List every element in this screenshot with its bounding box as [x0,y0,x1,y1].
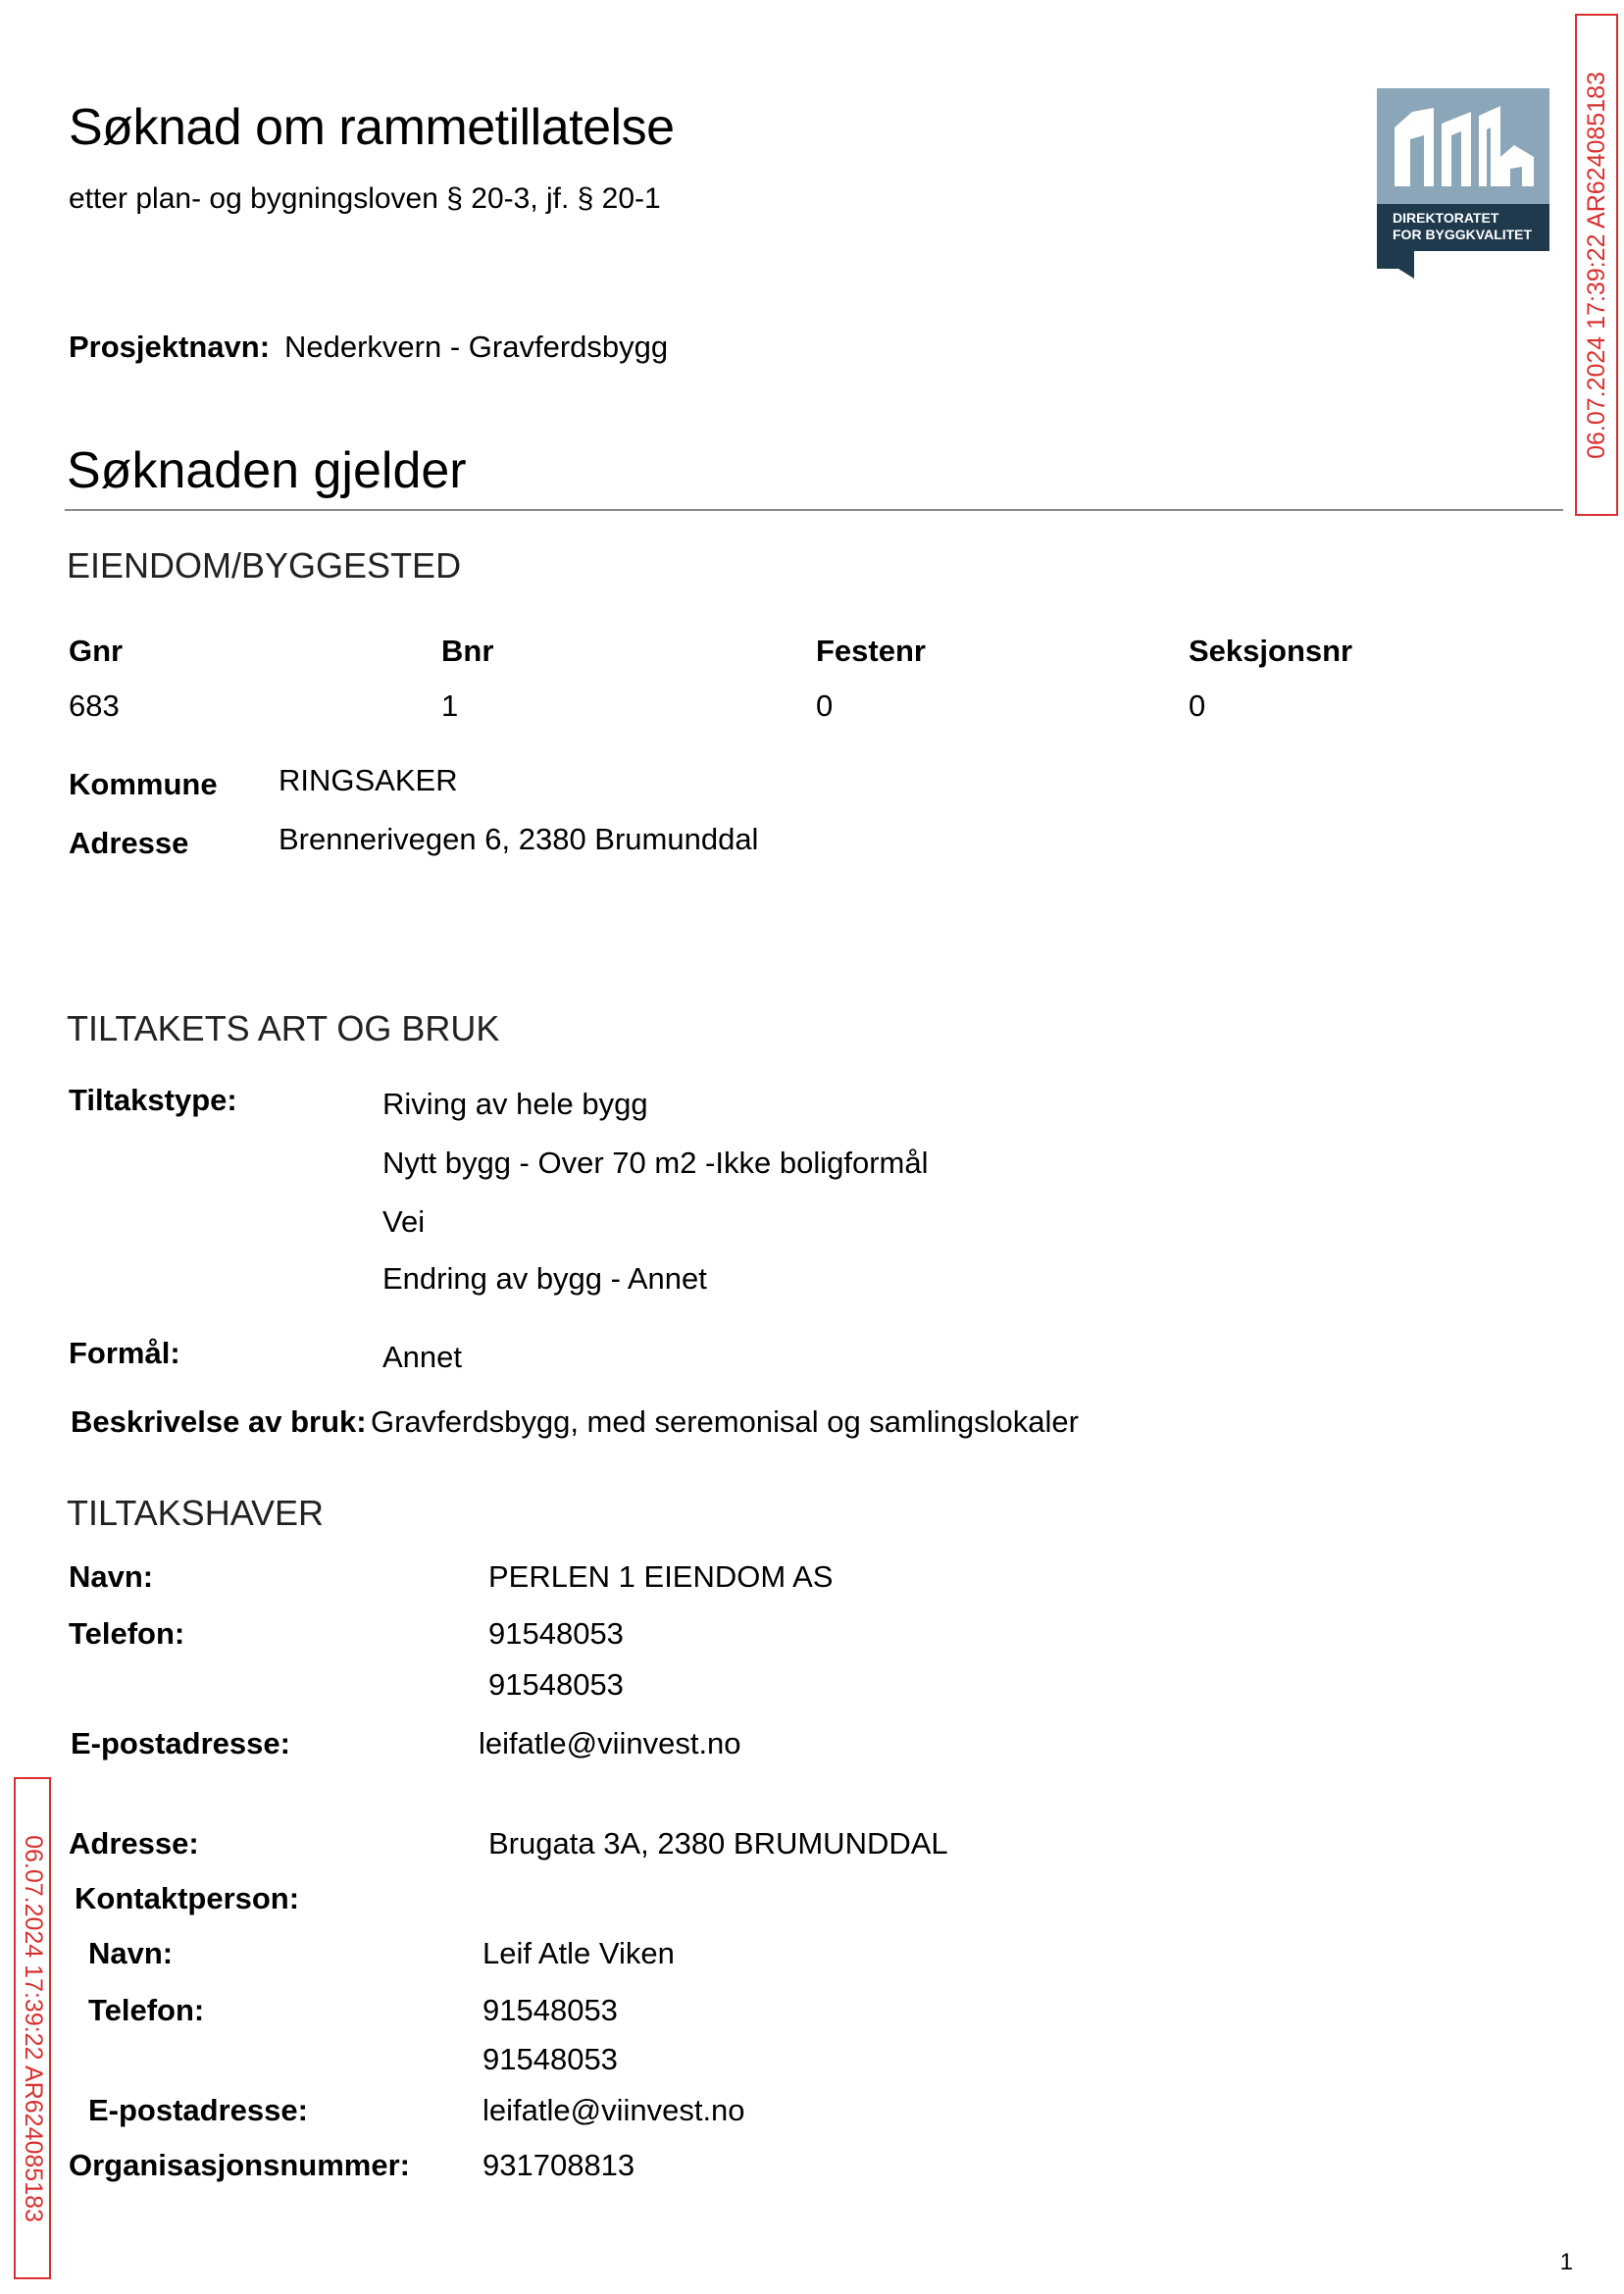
kontakt-navn-value: Leif Atle Viken [482,1936,675,1970]
navn-label: Navn: [69,1559,154,1594]
tiltakstype-item: Endring av bygg - Annet [382,1261,707,1296]
logo-text-line2: FOR BYGGKVALITET [1393,227,1533,242]
tiltakstype-item: Nytt bygg - Over 70 m2 -Ikke boligformål [382,1146,929,1180]
dibk-logo [1377,88,1549,279]
formal-value: Annet [382,1340,463,1374]
eiendom-heading: EIENDOM/BYGGESTED [67,545,462,586]
seksjonsnr-value: 0 [1189,688,1206,723]
adresse-label: Adresse [69,826,189,860]
section-title: Søknaden gjelder [67,442,467,499]
kontaktperson-label: Kontaktperson: [75,1881,300,1915]
document-title: Søknad om rammetillatelse [69,99,675,156]
telefon-label: Telefon: [69,1616,185,1651]
date-stamp-top [1575,14,1618,516]
project-label: Prosjektnavn: [69,330,271,364]
tiltakshaver-heading: TILTAKSHAVER [67,1493,325,1533]
th-adresse-label: Adresse: [69,1826,199,1861]
date-stamp-left [14,1777,51,2279]
project-value: Nederkvern - Gravferdsbygg [284,330,669,364]
tiltakstype-label: Tiltakstype: [69,1083,237,1117]
adresse-value: Brennerivegen 6, 2380 Brumunddal [279,822,759,856]
bruk-label: Beskrivelse av bruk: [71,1404,367,1439]
navn-value: PERLEN 1 EIENDOM AS [488,1559,834,1594]
formal-label: Formål: [69,1336,180,1370]
kommune-value: RINGSAKER [279,763,458,797]
tiltakstype-item: Riving av hele bygg [382,1087,648,1121]
epost-value: leifatle@viinvest.no [479,1726,741,1760]
bruk-value: Gravferdsbygg, med seremonisal og samlingslokaler [371,1404,1079,1439]
page-number: 1 [1559,2249,1573,2275]
tiltak-heading: TILTAKETS ART OG BRUK [67,1008,500,1048]
tiltakstype-item: Vei [382,1204,426,1239]
stamp-text: 06.07.2024 17:39:22 AR624085183 [19,1834,47,2222]
kontakt-telefon-value: 91548053 [482,2042,618,2076]
bnr-label: Bnr [441,634,494,668]
document-subtitle: etter plan- og bygningsloven § 20-3, jf. § 20-1 [69,182,661,215]
orgnr-value: 931708813 [482,2148,635,2182]
kontakt-epost-value: leifatle@viinvest.no [482,2093,745,2127]
seksjonsnr-label: Seksjonsnr [1189,634,1353,668]
orgnr-label: Organisasjonsnummer: [69,2148,410,2182]
telefon-value: 91548053 [488,1667,624,1702]
epost-label: E-postadresse: [71,1726,290,1760]
bnr-value: 1 [441,688,459,723]
gnr-label: Gnr [69,634,124,668]
logo-text-line1: DIREKTORATET [1393,210,1499,226]
festenr-value: 0 [816,688,834,723]
festenr-label: Festenr [816,634,926,668]
kontakt-telefon-label: Telefon: [88,1993,205,2027]
kontakt-telefon-value: 91548053 [482,1993,618,2027]
stamp-text: 06.07.2024 17:39:22 AR624085183 [1582,71,1610,459]
telefon-value: 91548053 [488,1616,624,1651]
kontakt-navn-label: Navn: [88,1936,174,1970]
kommune-label: Kommune [69,767,218,801]
th-adresse-value: Brugata 3A, 2380 BRUMUNDDAL [488,1826,948,1861]
section-divider [65,509,1563,511]
kontakt-epost-label: E-postadresse: [88,2093,308,2127]
gnr-value: 683 [69,688,120,723]
building-logo-icon [1377,88,1549,279]
